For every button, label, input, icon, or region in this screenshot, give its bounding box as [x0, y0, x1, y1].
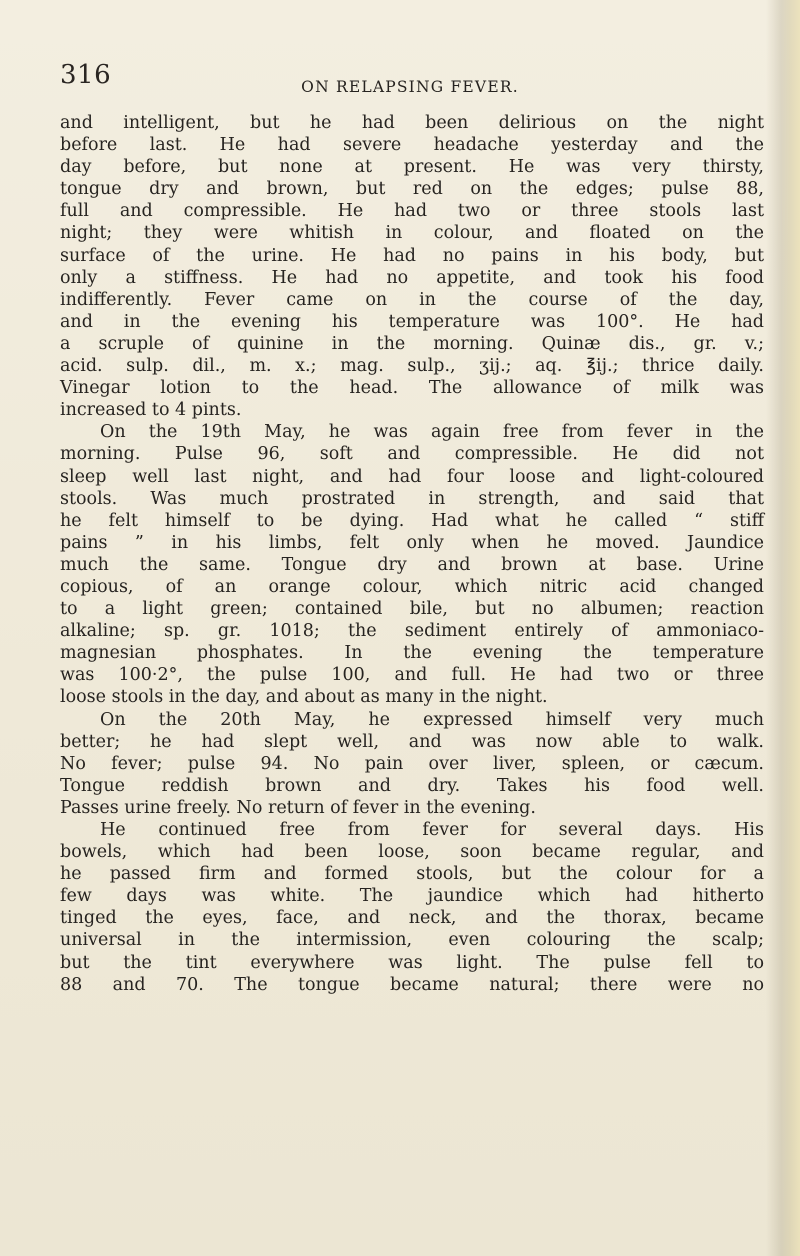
text-line: tinged the eyes, face, and neck, and the thorax, became	[60, 908, 764, 929]
text-line: was 100·2°, the pulse 100, and full. He had two or three	[60, 665, 764, 686]
text-line: On the 19th May, he was again free from fever in the	[100, 422, 764, 443]
text-line: much the same. Tongue dry and brown at base. Urine	[60, 554, 764, 575]
text-line: to a light green; contained bile, but no albumen; reaction	[60, 599, 764, 620]
text-line: pains ” in his limbs, felt only when he moved. Jaundice	[60, 532, 764, 553]
text-line: bowels, which had been loose, soon became regular, and	[60, 842, 764, 863]
text-line: surface of the urine. He had no pains in his body, but	[60, 245, 764, 266]
text-line: acid. sulp. dil., m. x.; mag. sulp., ʒij.; aq. ℥ij.; thrice daily.	[60, 356, 764, 377]
text-line: day before, but none at present. He was very thirsty,	[60, 157, 764, 178]
text-line: magnesian phosphates. In the evening the temperature	[60, 643, 764, 664]
text-line: increased to 4 pints.	[60, 400, 242, 421]
text-line: and intelligent, but he had been delirious on the night	[60, 113, 764, 133]
body-text	[60, 112, 764, 996]
text-line: better; he had slept well, and was now able to walk.	[60, 731, 764, 752]
text-line: Tongue reddish brown and dry. Takes his food well.	[60, 775, 764, 796]
text-line: before last. He had severe headache yesterday and the	[60, 135, 764, 156]
text-line: night; they were whitish in colour, and floated on the	[60, 223, 764, 244]
text-line: few days was white. The jaundice which had hitherto	[60, 886, 764, 907]
text-line: only a stiffness. He had no appetite, and took his food	[60, 267, 764, 288]
text-line: morning. Pulse 96, soft and compressible. He did not	[60, 444, 764, 465]
text-line: sleep well last night, and had four loose and light-coloured	[60, 466, 764, 487]
text-line: copious, of an orange colour, which nitric acid changed	[60, 576, 764, 597]
running-head: ON RELAPSING FEVER.	[301, 78, 519, 96]
paragraph	[60, 421, 764, 708]
text-line: and in the evening his temperature was 100°. He had	[60, 311, 764, 332]
paragraph	[60, 112, 764, 421]
page-edge-shadow	[766, 0, 800, 1256]
page-number: 316	[60, 60, 112, 90]
text-line: but the tint everywhere was light. The pulse fell to	[60, 952, 764, 973]
text-line: Passes urine freely. No return of fever in the evening.	[60, 797, 536, 818]
text-line: 88 and 70. The tongue became natural; there were no	[60, 974, 764, 995]
text-line: he felt himself to be dying. Had what he called “ stiff	[60, 510, 764, 531]
text-line: a scruple of quinine in the morning. Quinæ dis., gr. v.;	[60, 333, 764, 354]
text-line: On the 20th May, he expressed himself very much	[100, 709, 764, 730]
text-line: full and compressible. He had two or three stools last	[60, 201, 764, 222]
text-line: No fever; pulse 94. No pain over liver, spleen, or cæcum.	[60, 753, 764, 774]
page-header	[60, 60, 760, 108]
text-line: he passed firm and formed stools, but the colour for a	[60, 864, 764, 885]
paragraph	[60, 819, 764, 996]
text-line: tongue dry and brown, but red on the edges; pulse 88,	[60, 179, 764, 200]
text-line: He continued free from fever for several days. His	[100, 820, 764, 840]
text-line: alkaline; sp. gr. 1018; the sediment entirely of ammoniaco-	[60, 621, 764, 642]
text-line: loose stools in the day, and about as many in the night.	[60, 687, 548, 708]
text-line: indifferently. Fever came on in the course of the day,	[60, 289, 764, 310]
text-line: universal in the intermission, even colouring the scalp;	[60, 930, 764, 951]
text-line: Vinegar lotion to the head. The allowance of milk was	[60, 378, 764, 399]
paragraph	[60, 709, 764, 819]
text-line: stools. Was much prostrated in strength, and said that	[60, 488, 764, 509]
